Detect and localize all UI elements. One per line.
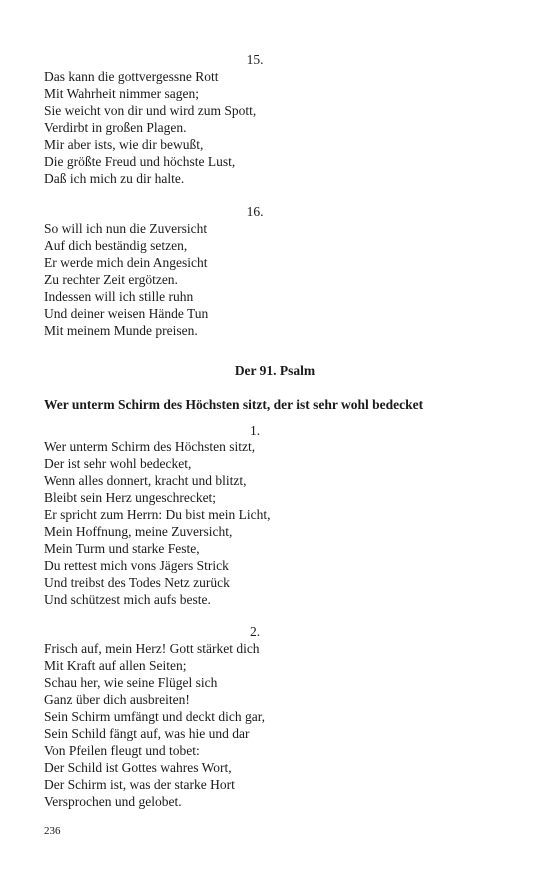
- verse-line: Indessen will ich stille ruhn: [44, 289, 194, 304]
- verse-line: Er werde mich dein Angesicht: [44, 255, 208, 270]
- verse-line: Die größte Freud und höchste Lust,: [44, 154, 236, 169]
- stanza: [44, 640, 265, 810]
- page-number: 236: [44, 825, 61, 837]
- verse-line: Ganz über dich ausbreiten!: [44, 692, 190, 707]
- verse-line: Und deiner weisen Hände Tun: [44, 306, 209, 321]
- verse-line: Der Schirm ist, was der starke Hort: [44, 777, 235, 792]
- verse-line: Auf dich beständig setzen,: [44, 238, 188, 253]
- verse-line: Zu rechter Zeit ergötzen.: [44, 272, 178, 287]
- verse-line: Und treibst des Todes Netz zurück: [44, 575, 230, 590]
- verse-line: Bleibt sein Herz ungeschrecket;: [44, 490, 217, 505]
- verse-line: Von Pfeilen fleugt und tobet:: [44, 743, 200, 758]
- verse-line: Mein Turm und starke Feste,: [44, 541, 200, 556]
- verse-number: 1.: [249, 423, 261, 438]
- verse-line: Sein Schirm umfängt und deckt dich gar,: [44, 709, 266, 724]
- stanza: [44, 68, 256, 187]
- verse-line: Wer unterm Schirm des Höchsten sitzt,: [44, 439, 256, 454]
- verse-line: So will ich nun die Zuversicht: [44, 221, 208, 236]
- verse-number: 16.: [246, 204, 264, 219]
- verse-line: Du rettest mich vons Jägers Strick: [44, 558, 229, 573]
- verse-line: Verdirbt in großen Plagen.: [44, 120, 187, 135]
- verse-line: Mir aber ists, wie dir bewußt,: [44, 137, 204, 152]
- verse-number: 2.: [249, 624, 261, 639]
- verse-line: Sie weicht von dir und wird zum Spott,: [44, 103, 257, 118]
- verse-line: Der ist sehr wohl bedecket,: [44, 456, 192, 471]
- psalm-subtitle: Wer unterm Schirm des Höchsten sitzt, der ist sehr wohl bedecket: [44, 397, 424, 412]
- verse-line: Sein Schild fängt auf, was hie und dar: [44, 726, 250, 741]
- verse-line: Das kann die gottvergessne Rott: [44, 69, 219, 84]
- verse-line: Daß ich mich zu dir halte.: [44, 171, 185, 186]
- psalm-title: Der 91. Psalm: [234, 363, 316, 378]
- stanza: [44, 220, 208, 339]
- verse-line: Frisch auf, mein Herz! Gott stärket dich: [44, 641, 260, 656]
- verse-line: Mit Kraft auf allen Seiten;: [44, 658, 187, 673]
- verse-line: Und schützest mich aufs beste.: [44, 592, 211, 607]
- verse-number: 15.: [246, 52, 264, 67]
- verse-line: Wenn alles donnert, kracht und blitzt,: [44, 473, 247, 488]
- verse-line: Mit meinem Munde preisen.: [44, 323, 198, 338]
- stanza: [44, 438, 270, 608]
- verse-line: Mit Wahrheit nimmer sagen;: [44, 86, 200, 101]
- verse-line: Schau her, wie seine Flügel sich: [44, 675, 218, 690]
- verse-line: Versprochen und gelobet.: [44, 794, 182, 809]
- verse-line: Mein Hoffnung, meine Zuversicht,: [44, 524, 233, 539]
- verse-line: Der Schild ist Gottes wahres Wort,: [44, 760, 232, 775]
- verse-line: Er spricht zum Herrn: Du bist mein Licht,: [44, 507, 271, 522]
